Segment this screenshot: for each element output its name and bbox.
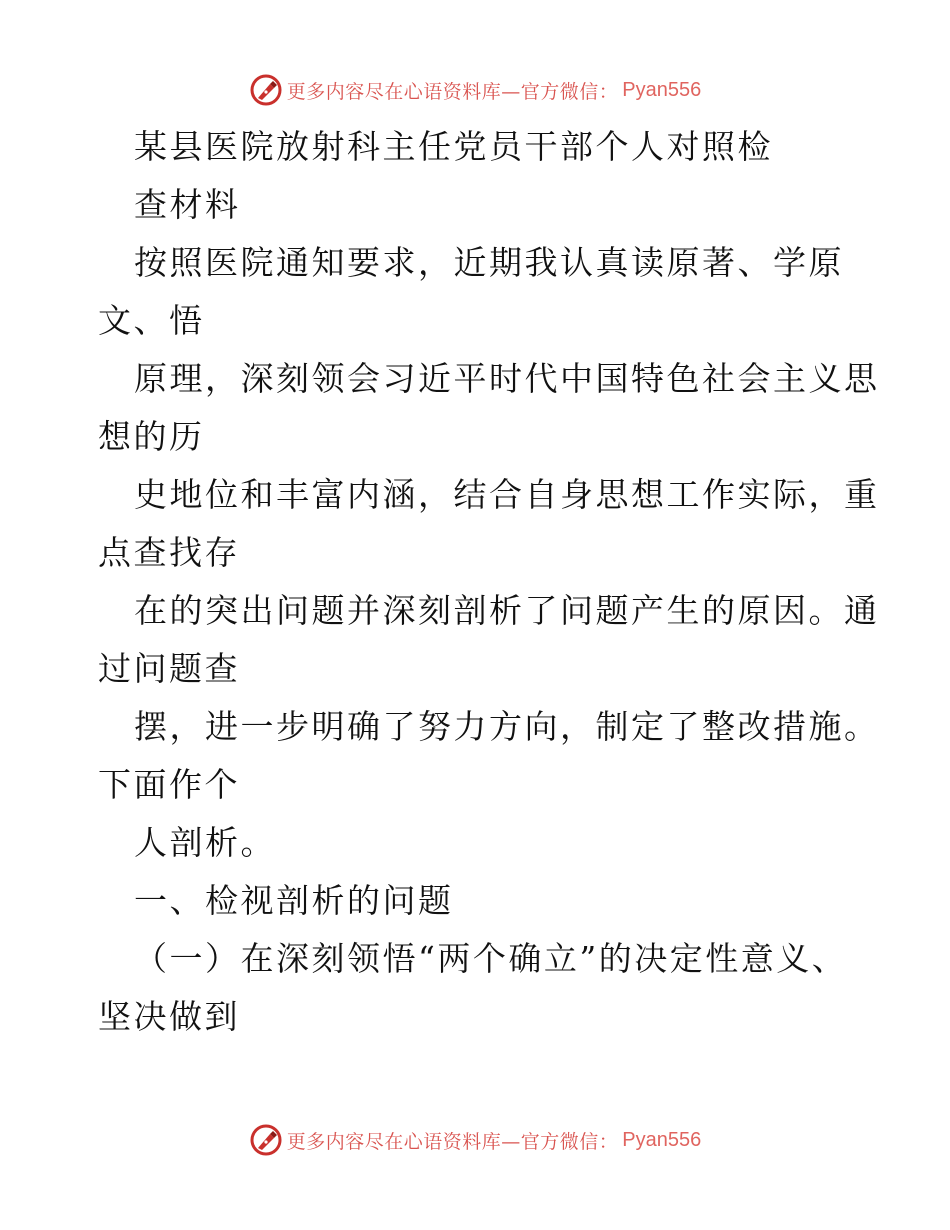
- header-watermark: [0, 72, 950, 108]
- body-line: 人剖析。: [134, 823, 276, 862]
- body-line: 原理，深刻领会习近平时代中国特色社会主义思: [134, 359, 880, 398]
- body-line: 过问题查: [98, 649, 240, 688]
- body-line: 点查找存: [98, 533, 240, 572]
- body-line: 下面作个: [98, 765, 240, 804]
- body-line: 查材料: [134, 185, 241, 224]
- body-line: 文、悟: [98, 301, 205, 340]
- body-line: 按照医院通知要求，近期我认真读原著、学原: [134, 243, 844, 282]
- section-heading: 一、检视剖析的问题: [134, 881, 454, 920]
- body-line: 史地位和丰富内涵，结合自身思想工作实际，重: [134, 475, 880, 514]
- body-line: 某县医院放射科主任党员干部个人对照检: [134, 127, 773, 166]
- watermark-wechat-id: Pyan556: [622, 1128, 702, 1151]
- pen-nib-circle-icon: [249, 73, 283, 107]
- footer-watermark: [0, 1122, 950, 1158]
- body-line: 在的突出问题并深刻剖析了问题产生的原因。通: [134, 591, 880, 630]
- watermark-text: 更多内容尽在心语资料库—官方微信：: [286, 1130, 619, 1153]
- pen-nib-circle-icon: [249, 1123, 283, 1157]
- body-line: 摆，进一步明确了努力方向，制定了整改措施。: [134, 707, 880, 746]
- subsection-heading: （一）在深刻领悟“两个确立”的决定性意义、: [134, 939, 848, 978]
- body-line: 坚决做到: [98, 997, 240, 1036]
- watermark-wechat-id: Pyan556: [622, 78, 702, 101]
- body-line: 想的历: [98, 417, 205, 456]
- watermark-text: 更多内容尽在心语资料库—官方微信：: [286, 80, 619, 103]
